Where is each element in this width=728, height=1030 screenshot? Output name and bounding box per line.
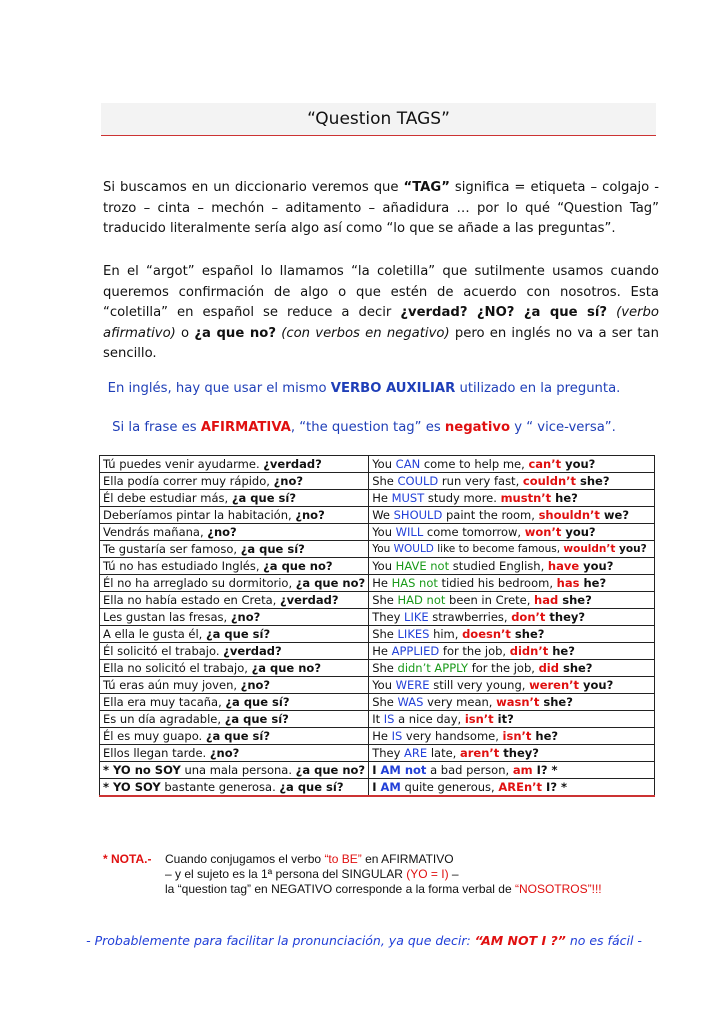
spanish-tag: ¿no? (295, 508, 325, 522)
english-auxiliary: HAD not (397, 593, 446, 607)
note-to-be: “to BE” (324, 852, 362, 866)
table-row (100, 626, 655, 643)
table-row (100, 745, 655, 762)
english-rest: a nice day, (394, 712, 465, 726)
spanish-tag: ¿a que sí? (205, 729, 270, 743)
argot-text-2: pero en inglés no va a ser tan sencillo. (103, 325, 659, 361)
english-cell (369, 643, 655, 660)
table-row (100, 592, 655, 609)
spanish-tag: ¿a que sí? (225, 695, 290, 709)
english-auxiliary: WAS (397, 695, 424, 709)
spanish-tag: ¿a que sí? (206, 627, 271, 641)
question-tag: can’t (528, 457, 562, 471)
english-subject: You (372, 457, 396, 471)
spanish-sentence: Ella no había estado en Creta, (103, 593, 280, 607)
english-subject: She (372, 661, 398, 675)
question-tag: wouldn’t (563, 543, 616, 555)
table-row (100, 456, 655, 473)
table-row (100, 507, 655, 524)
english-pronoun: you? (579, 678, 614, 692)
english-pronoun: we? (599, 508, 630, 522)
english-rest: paint the room, (442, 508, 539, 522)
english-subject: He (372, 491, 392, 505)
table-row (100, 609, 655, 626)
spanish-cell (100, 541, 369, 558)
spanish-cell (100, 592, 369, 609)
question-tag: didn’t (509, 644, 549, 658)
spanish-tag: ¿a que no? (295, 576, 366, 590)
english-cell (369, 490, 655, 507)
argot-tags: ¿verdad? ¿NO? ¿a que sí? (400, 305, 608, 320)
english-rest: quite generous, (400, 780, 499, 794)
english-cell (369, 728, 655, 745)
question-tag: doesn’t (462, 627, 511, 641)
english-subject: He (372, 576, 392, 590)
english-subject: I (372, 780, 381, 794)
english-pronoun: she? (576, 474, 610, 488)
table-row (100, 660, 655, 677)
spanish-tag: ¿a que no? (251, 661, 321, 675)
note-line-2 (165, 867, 645, 882)
footer-text-2: no es fácil - (565, 933, 642, 948)
spanish-sentence: Es un día agradable, (103, 712, 225, 726)
english-auxiliary: WILL (395, 525, 424, 539)
note-line-2a: – y el sujeto es la 1ª persona del SINGULAR (165, 867, 407, 881)
title-bar (101, 103, 656, 136)
english-subject: We (372, 508, 394, 522)
spanish-cell (100, 575, 369, 592)
spanish-sentence: Ella era muy tacaña, (103, 695, 226, 709)
english-rest: a bad person, (426, 763, 513, 777)
english-auxiliary: LIKES (397, 627, 430, 641)
question-tag: wasn’t (496, 695, 540, 709)
rule1-text-1: En inglés, hay que usar el mismo (107, 381, 331, 396)
spanish-sentence: Tú no has estudiado Inglés, (103, 559, 264, 573)
table-row (100, 558, 655, 575)
question-tag: have (547, 559, 580, 573)
spanish-cell (100, 473, 369, 490)
question-tag: did (538, 661, 559, 675)
english-rest: for the job, (439, 644, 510, 658)
question-tag: mustn’t (500, 491, 552, 505)
english-subject: You (372, 525, 396, 539)
english-pronoun: you? (561, 457, 596, 471)
question-tag: don’t (511, 610, 546, 624)
footer-text-1: - Probablemente para facilitar la pronunciación, ya que decir: (86, 933, 475, 948)
table-row (100, 524, 655, 541)
english-rest: studied English, (449, 559, 548, 573)
spanish-sentence: Les gustan las fresas, (103, 610, 231, 624)
spanish-cell (100, 711, 369, 728)
english-auxiliary: IS (391, 729, 403, 743)
rule2-text-2: , “the question tag” es (290, 420, 445, 435)
table-row-special (100, 779, 655, 797)
english-cell (369, 473, 655, 490)
spanish-tag: ¿a que sí? (224, 712, 289, 726)
spanish-sentence: Ellos llegan tarde. (103, 746, 210, 760)
table-row (100, 728, 655, 745)
english-rest: study more. (424, 491, 501, 505)
question-tag: couldn’t (522, 474, 577, 488)
argot-connector: o (175, 325, 195, 341)
spanish-tag: ¿a que sí? (240, 542, 305, 556)
english-cell (369, 592, 655, 609)
table-row (100, 473, 655, 490)
spanish-cell (100, 745, 369, 762)
table-row (100, 575, 655, 592)
note-text (165, 852, 645, 897)
question-tag: isn’t (464, 712, 494, 726)
argot-note-affirmative: (verbo afirmativo) (103, 305, 659, 341)
english-subject: I (372, 763, 381, 777)
english-subject: She (372, 695, 398, 709)
spanish-cell (100, 456, 369, 473)
examples-table (99, 455, 655, 797)
note-line-2c: – (448, 867, 459, 881)
english-cell (369, 609, 655, 626)
spanish-tag: ¿no? (207, 525, 237, 539)
english-cell (369, 711, 655, 728)
footer-am-not-i: “AM NOT I ?” (474, 933, 566, 948)
table-row (100, 711, 655, 728)
auxiliary-rule (0, 381, 728, 396)
intro-paragraph (103, 178, 659, 240)
question-tag: weren’t (529, 678, 580, 692)
spanish-tag: ¿a que sí? (279, 780, 344, 794)
english-rest: been in Crete, (445, 593, 535, 607)
spanish-tag: ¿no? (240, 678, 271, 692)
rule2-text-3: y “ vice-versa”. (510, 420, 616, 435)
english-rest: come to help me, (420, 457, 529, 471)
intro-text-2: significa = etiqueta – colgajo - trozo – cinta – mechón – aditamento – añadidura … por lo qué “Question Tag” traducido literalmente sería algo así como “lo que se añade a las preguntas”. (103, 180, 659, 236)
english-rest: like to become famous, (433, 543, 564, 555)
argot-text-1: En el “argot” español lo llamamos “la coletilla” que sutilmente usamos cuando queremos confirmación de algo o que estén de acuerdo con nosotros. Esta “coletilla” en español se reduce a decir (103, 264, 659, 320)
english-pronoun: it? (493, 712, 514, 726)
english-auxiliary: WOULD (393, 543, 434, 555)
spanish-subject: * YO SOY (103, 780, 161, 794)
spanish-cell (100, 626, 369, 643)
english-rest: very handsome, (402, 729, 503, 743)
english-auxiliary: COULD (397, 474, 439, 488)
english-auxiliary: didn’t APPLY (397, 661, 469, 675)
english-auxiliary: AM not (380, 763, 427, 777)
english-cell (369, 541, 655, 558)
english-auxiliary: AM (380, 780, 401, 794)
spanish-cell (100, 490, 369, 507)
question-tag: AREn’t (498, 780, 543, 794)
english-pronoun: I? * (542, 780, 568, 794)
question-tag: shouldn’t (538, 508, 600, 522)
english-pronoun: she? (539, 695, 573, 709)
english-cell (369, 626, 655, 643)
table-row (100, 677, 655, 694)
spanish-tag: ¿no? (273, 474, 304, 488)
english-auxiliary: CAN (395, 457, 421, 471)
rule1-auxiliary: VERBO AUXILIAR (330, 381, 456, 396)
english-auxiliary: IS (383, 712, 395, 726)
english-rest: for the job, (468, 661, 539, 675)
spanish-sentence: Te gustaría ser famoso, (103, 542, 241, 556)
spanish-cell (100, 609, 369, 626)
english-subject: They (372, 746, 405, 760)
rule1-text-2: utilizado en la pregunta. (455, 381, 621, 396)
english-cell (369, 694, 655, 711)
spanish-subject: * YO no SOY (103, 763, 181, 777)
spanish-cell (100, 507, 369, 524)
note-line-1 (165, 852, 645, 867)
spanish-tag: ¿a que sí? (231, 491, 296, 505)
english-rest: late, (427, 746, 460, 760)
english-pronoun: he? (579, 576, 607, 590)
english-auxiliary: APPLIED (391, 644, 440, 658)
spanish-cell (100, 779, 369, 797)
spanish-tag: ¿a que no? (263, 559, 333, 573)
english-subject: It (372, 712, 384, 726)
spanish-sentence: Él solicitó el trabajo. (103, 644, 224, 658)
question-tag: won’t (524, 525, 562, 539)
question-tag: am (512, 763, 533, 777)
note-line-3 (165, 882, 645, 897)
english-rest: still very young, (429, 678, 530, 692)
note-nosotros: “NOSOTROS”!!! (514, 882, 602, 896)
english-subject: She (372, 627, 398, 641)
spanish-cell (100, 643, 369, 660)
english-subject: You (372, 678, 396, 692)
english-pronoun: he? (548, 644, 575, 658)
english-rest: come tomorrow, (423, 525, 525, 539)
table-row-special (100, 762, 655, 779)
spanish-tag: ¿no? (230, 610, 261, 624)
table-row (100, 643, 655, 660)
note-label: * NOTA.- (103, 852, 152, 866)
question-tag: has (556, 576, 580, 590)
english-cell (369, 677, 655, 694)
english-rest: strawberries, (428, 610, 512, 624)
spanish-cell (100, 524, 369, 541)
english-cell (369, 524, 655, 541)
intro-tag-word: “TAG” (403, 180, 450, 195)
spanish-sentence: Él no ha arreglado su dormitorio, (103, 576, 296, 590)
spanish-sentence: Tú puedes venir ayudarme. (103, 457, 264, 471)
polarity-rule (0, 420, 728, 435)
table-row (100, 694, 655, 711)
note-line-3a: la “question tag” en NEGATIVO corresponde a la forma verbal de (165, 882, 515, 896)
question-tag: aren’t (459, 746, 500, 760)
english-subject: She (372, 593, 398, 607)
english-cell (369, 660, 655, 677)
note-line-1a: Cuando conjugamos el verbo (165, 852, 325, 866)
examples-table-body (100, 456, 655, 797)
english-subject: He (372, 729, 392, 743)
english-pronoun: she? (510, 627, 545, 641)
english-pronoun: they? (499, 746, 539, 760)
spanish-cell (100, 558, 369, 575)
spanish-sentence: Vendrás mañana, (103, 525, 208, 539)
english-auxiliary: ARE (404, 746, 428, 760)
english-subject: You (372, 559, 396, 573)
argot-note-negative: (con verbos en negativo) (276, 325, 450, 341)
spanish-sentence: A ella le gusta él, (103, 627, 206, 641)
rule2-affirmative: AFIRMATIVA (200, 420, 291, 435)
english-auxiliary: LIKE (404, 610, 429, 624)
english-subject: She (372, 474, 398, 488)
english-auxiliary: HAVE not (395, 559, 450, 573)
spanish-cell (100, 660, 369, 677)
spanish-cell (100, 694, 369, 711)
english-rest: very mean, (423, 695, 497, 709)
note-yo-i: (YO = I) (406, 867, 449, 881)
question-tag: had (534, 593, 559, 607)
table-row (100, 541, 655, 558)
english-rest: him, (429, 627, 463, 641)
spanish-tag: ¿no? (209, 746, 240, 760)
english-subject: They (372, 610, 405, 624)
question-tag: isn’t (502, 729, 532, 743)
spanish-cell (100, 762, 369, 779)
spanish-sentence: Tú eras aún muy joven, (103, 678, 241, 692)
spanish-sentence: Ella podía correr muy rápido, (103, 474, 274, 488)
argot-tag-negative: ¿a que no? (194, 325, 276, 341)
english-pronoun: they? (545, 610, 586, 624)
footer-note (0, 933, 728, 948)
english-cell (369, 745, 655, 762)
english-cell (369, 558, 655, 575)
spanish-sentence: una mala persona. (180, 763, 296, 777)
spanish-sentence: Deberíamos pintar la habitación, (103, 508, 296, 522)
english-pronoun: she? (558, 593, 592, 607)
intro-text-1: Si buscamos en un diccionario veremos que (103, 180, 404, 195)
note-line-1c: en AFIRMATIVO (361, 852, 454, 866)
argot-paragraph (103, 262, 659, 365)
table-row (100, 490, 655, 507)
spanish-tag: ¿a que no? (295, 763, 366, 777)
english-cell (369, 762, 655, 779)
english-auxiliary: WERE (395, 678, 430, 692)
english-cell (369, 507, 655, 524)
english-pronoun: I? * (532, 763, 558, 777)
english-pronoun: he? (531, 729, 559, 743)
page-title: “Question TAGS” (307, 109, 450, 129)
rule2-text-1: Si la frase es (112, 420, 201, 435)
spanish-cell (100, 728, 369, 745)
english-pronoun: she? (558, 661, 593, 675)
english-auxiliary: HAS not (391, 576, 438, 590)
spanish-cell (100, 677, 369, 694)
english-pronoun: you? (579, 559, 614, 573)
spanish-tag: ¿verdad? (279, 593, 339, 607)
english-subject: He (372, 644, 392, 658)
spanish-sentence: bastante generosa. (160, 780, 280, 794)
english-subject: You (372, 543, 394, 555)
spanish-tag: ¿verdad? (223, 644, 282, 658)
english-pronoun: you? (561, 525, 596, 539)
english-cell (369, 575, 655, 592)
english-cell (369, 456, 655, 473)
english-auxiliary: MUST (391, 491, 425, 505)
english-pronoun: you? (615, 543, 647, 555)
spanish-sentence: Él es muy guapo. (103, 729, 206, 743)
english-auxiliary: SHOULD (393, 508, 443, 522)
english-rest: run very fast, (438, 474, 523, 488)
english-cell (369, 779, 655, 797)
spanish-sentence: Ella no solicitó el trabajo, (103, 661, 252, 675)
english-rest: tidied his bedroom, (437, 576, 557, 590)
english-pronoun: he? (551, 491, 578, 505)
rule2-negative: negativo (444, 420, 511, 435)
spanish-tag: ¿verdad? (263, 457, 322, 471)
spanish-sentence: Él debe estudiar más, (103, 491, 232, 505)
